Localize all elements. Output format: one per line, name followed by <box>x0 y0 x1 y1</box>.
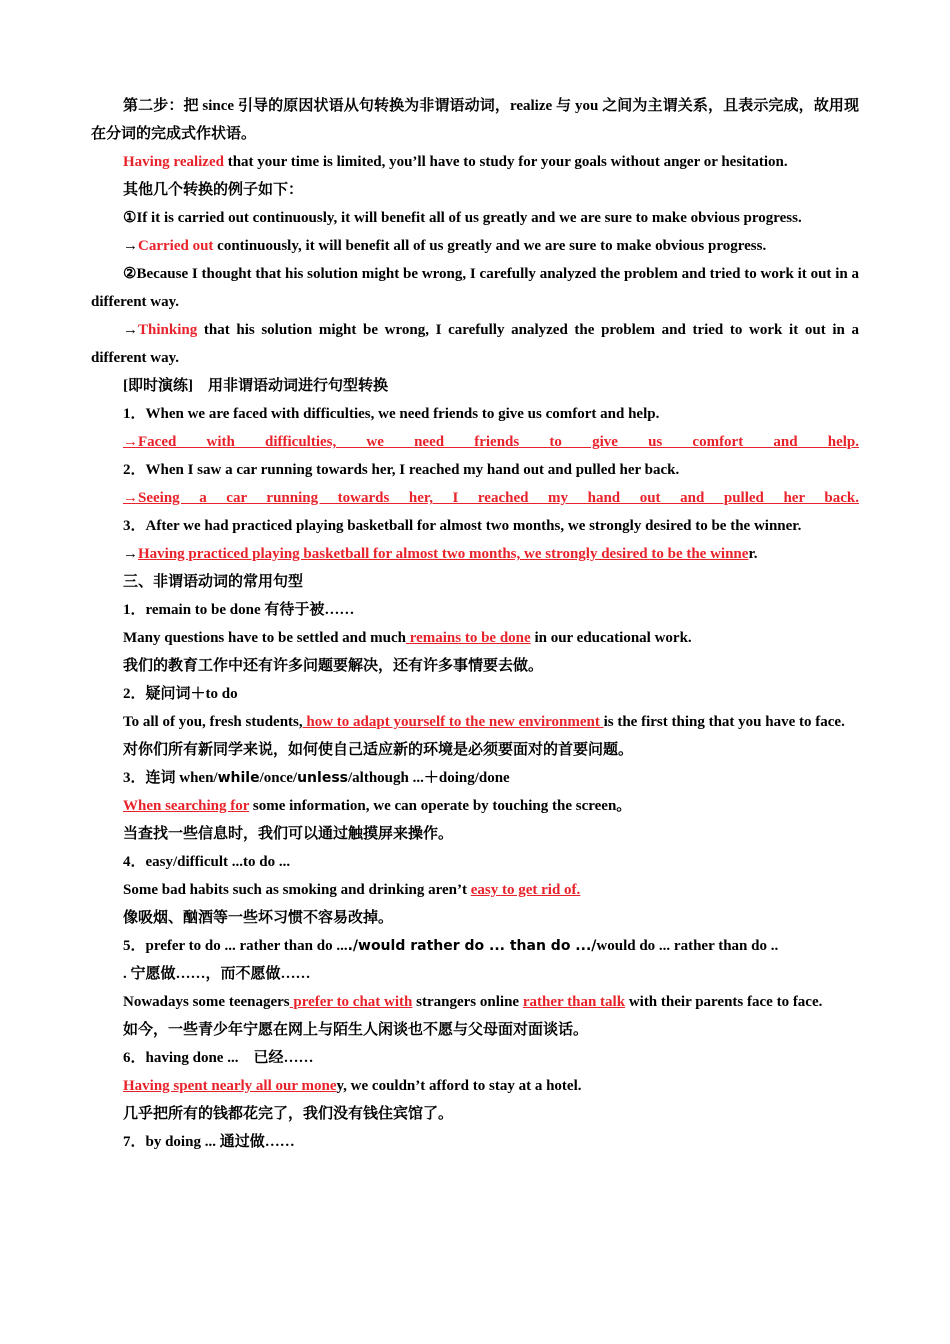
text-run: 5．prefer to do ... rather than do ... <box>123 938 348 954</box>
text-run: 3．连词 when/ <box>123 770 218 786</box>
text-run: 3．After we had practiced playing basketball for almost two months, we strongly desired to be the winner. <box>123 518 802 534</box>
text-run: ①If it is carried out continuously, it will benefit all of us greatly and we are sure to make obvious progress. <box>123 210 802 226</box>
text-run: unless <box>297 770 348 786</box>
text-run: is the first thing that you have to face. <box>603 714 845 730</box>
text-run: with their parents face to face. <box>625 994 823 1010</box>
text-run: would do ... rather than do .. <box>596 938 779 954</box>
answer-text: Having spent nearly all our mone <box>123 1078 337 1094</box>
paragraph <box>91 820 859 848</box>
paragraph <box>91 624 859 652</box>
text-run: ②Because I thought that his solution might be wrong, I carefully analyzed the problem and tried to work it out in a different way. <box>91 266 859 310</box>
paragraph <box>91 792 859 820</box>
paragraph <box>91 428 859 456</box>
paragraph <box>91 260 859 316</box>
answer-text: →Seeing a car running towards her, I reached my hand out and pulled her back. <box>123 490 859 506</box>
paragraph <box>91 596 859 624</box>
paragraph <box>91 512 859 540</box>
answer-text: →Faced with difficulties, we need friends to give us comfort and help. <box>123 434 859 450</box>
paragraph <box>91 904 859 932</box>
text-run: 我们的教育工作中还有许多问题要解决，还有许多事情要去做。 <box>123 658 544 674</box>
text-run: . 宁愿做……，而不愿做…… <box>123 966 311 982</box>
text-run: To all of you, fresh students <box>123 714 299 730</box>
paragraph <box>91 568 859 596</box>
text-run: 三、非谓语动词的常用句型 <box>123 574 304 590</box>
paragraph <box>91 1100 859 1128</box>
text-run: 第二步：把 since 引导的原因状语从句转换为非谓语动词，realize 与 you 之间为主谓关系，且表示完成，故用现在分词的完成式作状语。 <box>91 98 859 142</box>
paragraph <box>91 484 859 512</box>
text-run: 1．When we are faced with difficulties, we need friends to give us comfort and help. <box>123 406 660 422</box>
text-run: r. <box>748 546 758 562</box>
paragraph <box>91 540 859 568</box>
paragraph <box>91 1044 859 1072</box>
answer-text: Thinking <box>138 322 198 338</box>
answer-text: how to adapt yourself to the new environment <box>302 714 604 730</box>
text-run: continuously, it will benefit all of us greatly and we are sure to make obvious progress. <box>213 238 767 254</box>
answer-text: remains to be done <box>405 630 531 646</box>
paragraph <box>91 316 859 372</box>
paragraph <box>91 92 859 148</box>
text-run: in our educational work. <box>530 630 692 646</box>
answer-text: Carried out <box>138 238 214 254</box>
answer-text: rather than talk <box>522 994 626 1010</box>
paragraph <box>91 652 859 680</box>
text-run: 2．疑问词＋to do <box>123 686 238 702</box>
paragraph <box>91 372 859 400</box>
text-run: ./would rather do ... than do .../ <box>347 938 597 954</box>
text-run: 2．When I saw a car running towards her, I reached my hand out and pulled her back. <box>123 462 680 478</box>
paragraph <box>91 1016 859 1044</box>
text-run: 其他几个转换的例子如下： <box>123 182 304 198</box>
answer-text: When searching for <box>123 798 250 814</box>
answer-text: prefer to chat with <box>289 994 413 1010</box>
text-run: Some bad habits such as smoking and drinking aren’t <box>123 882 471 898</box>
paragraph <box>91 680 859 708</box>
answer-text: easy to get rid of. <box>470 882 581 898</box>
paragraph <box>91 1072 859 1100</box>
paragraph <box>91 400 859 428</box>
text-run: 7．by doing ... 通过做…… <box>123 1134 295 1150</box>
text-run: Many questions have to be settled and much <box>123 630 406 646</box>
text-run: /once/ <box>259 770 298 786</box>
text-run: Nowadays some teenagers <box>123 994 290 1010</box>
text-run: while <box>217 770 260 786</box>
text-run: [即时演练] 用非谓语动词进行句型转换 <box>123 378 388 394</box>
text-run: → <box>123 322 138 338</box>
text-run: → <box>123 238 138 254</box>
paragraph <box>91 176 859 204</box>
paragraph <box>91 988 859 1016</box>
paragraph <box>91 708 859 736</box>
text-run: 几乎把所有的钱都花完了，我们没有钱住宾馆了。 <box>123 1106 454 1122</box>
text-run: that his solution might be wrong, I carefully analyzed the problem and tried to work it out in a different way. <box>91 322 859 366</box>
document-body <box>91 92 859 1156</box>
text-run: 对你们所有新同学来说，如何使自己适应新的环境是必须要面对的首要问题。 <box>123 742 634 758</box>
paragraph <box>91 876 859 904</box>
text-run: → <box>123 546 138 562</box>
paragraph <box>91 960 859 988</box>
paragraph <box>91 148 859 176</box>
paragraph <box>91 848 859 876</box>
text-run: that your time is limited, you’ll have to study for your goals without anger or hesitation. <box>223 154 788 170</box>
text-run: y, we couldn’t afford to stay at a hotel. <box>336 1078 582 1094</box>
text-run: 当查找一些信息时，我们可以通过触摸屏来操作。 <box>123 826 454 842</box>
paragraph <box>91 736 859 764</box>
paragraph <box>91 204 859 232</box>
answer-text: Having practiced playing basketball for almost two months, we strongly desired to be the winne <box>138 546 749 562</box>
text-run: , <box>298 714 303 730</box>
text-run: some information, we can operate by touching the screen。 <box>249 798 632 814</box>
text-run: 如今，一些青少年宁愿在网上与陌生人闲谈也不愿与父母面对面谈话。 <box>123 1022 589 1038</box>
paragraph <box>91 932 859 960</box>
text-run: 像吸烟、酗酒等一些坏习惯不容易改掉。 <box>123 910 394 926</box>
paragraph <box>91 1128 859 1156</box>
text-run: strangers online <box>412 994 523 1010</box>
paragraph <box>91 764 859 792</box>
text-run: 1．remain to be done 有待于被…… <box>123 602 355 618</box>
paragraph <box>91 232 859 260</box>
text-run: /although ...＋doing/done <box>348 770 510 786</box>
answer-text: Having realized <box>123 154 224 170</box>
paragraph <box>91 456 859 484</box>
text-run: 6．having done ... 已经…… <box>123 1050 314 1066</box>
text-run: 4．easy/difficult ...to do ... <box>123 854 291 870</box>
